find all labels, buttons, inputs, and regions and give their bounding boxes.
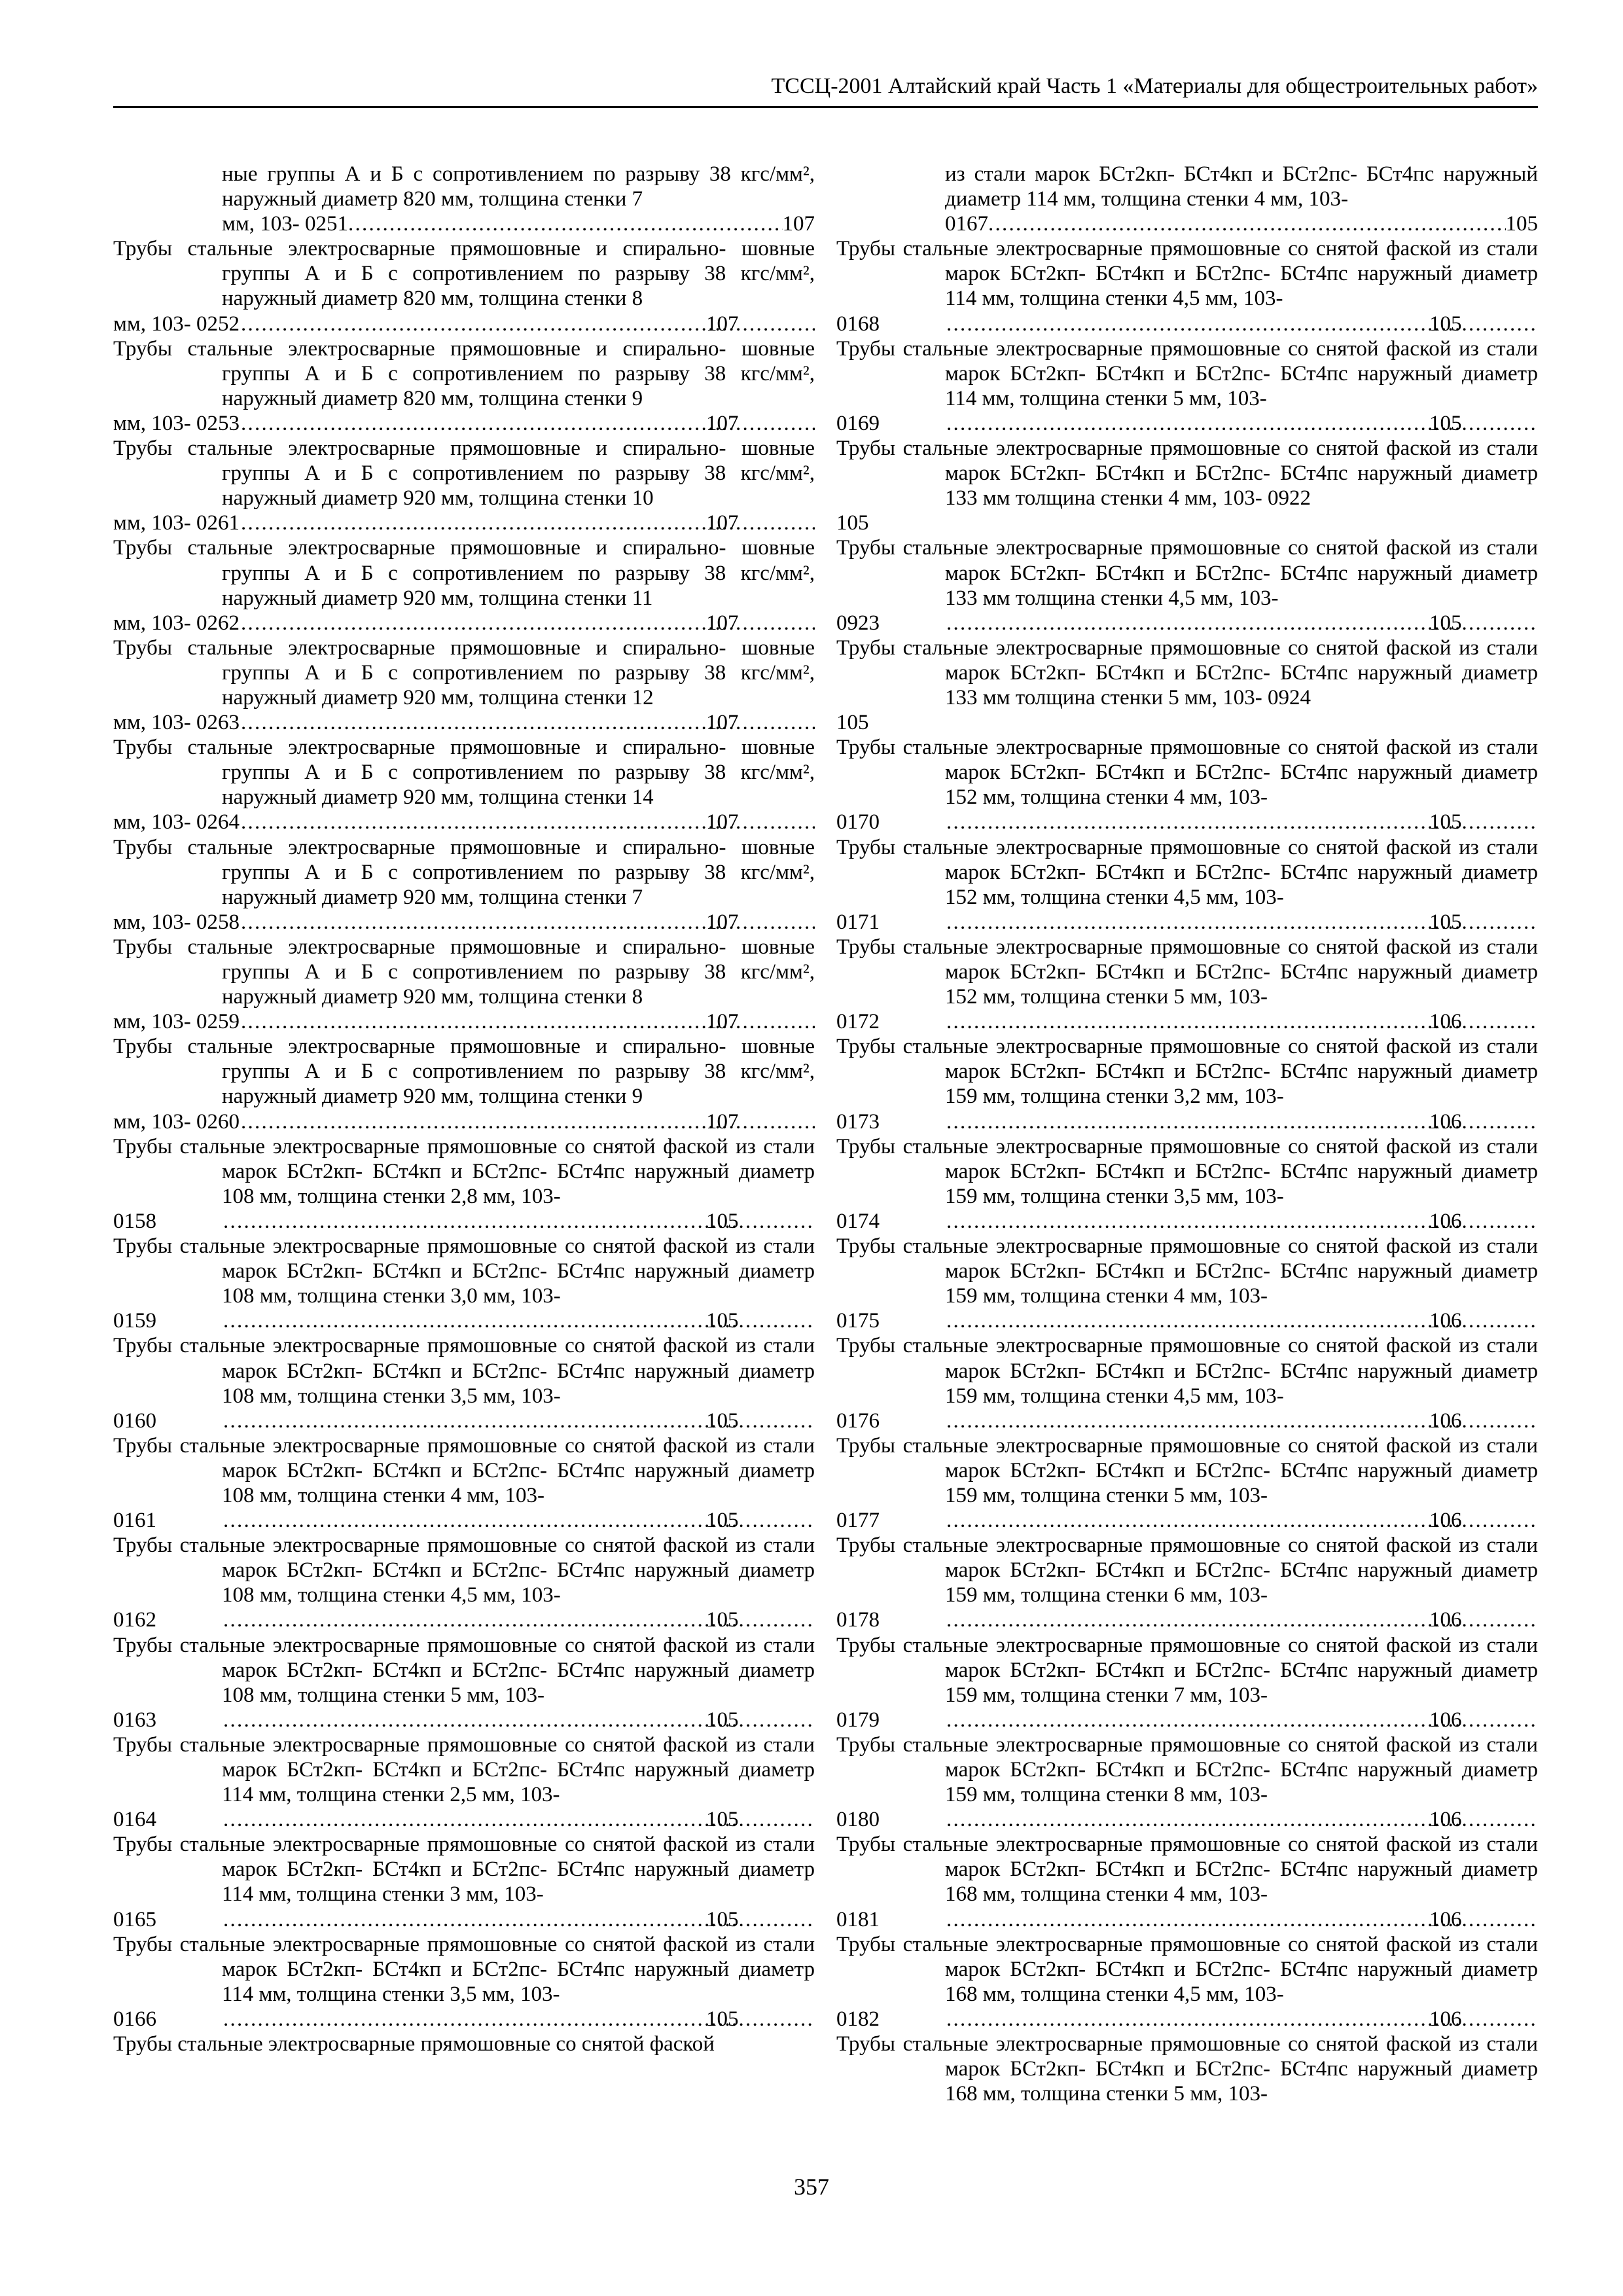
index-entry [113, 1234, 815, 1333]
entry-text: Трубы стальные электросварные прямошовные и спирально- шовные группы А и Б с сопротивлением по разрыву 38 кгс/мм², наружный диаметр 920 мм, толщина стенки 12 [113, 636, 815, 709]
index-entry [836, 1433, 1538, 1533]
entry-text: Трубы стальные электросварные прямошовные со снятой фаской из стали марок БСт2кп- БСт4кп и БСт2пс- БСт4пс наружный диаметр 108 мм, толщина стенки 3,0 мм, 103- [113, 1234, 815, 1308]
index-entry [836, 2032, 1538, 2106]
entry-page-ref: 105 [1505, 212, 1538, 236]
entry-text: Трубы стальные электросварные прямошовные со снятой фаской из стали марок БСт2кп- БСт4кп и БСт2пс- БСт4пс наружный диаметр 114 мм, толщина стенки 3 мм, 103- [113, 1833, 815, 1907]
entry-leader-line: мм, 103- 0262 . . . 107 [222, 611, 815, 636]
entry-page-ref: 107 [782, 212, 815, 236]
entry-text: из стали марок БСт2кп- БСт4кп и БСт2пс- БСт4пс наружный диаметр 114 мм, толщина стенки 4 мм, 103- [945, 162, 1538, 211]
index-entry [113, 935, 815, 1034]
entry-text: Трубы стальные электросварные прямошовные со снятой фаской из стали марок БСт2кп- БСт4кп и БСт2пс- БСт4пс наружный диаметр 159 мм, толщина стенки 7 мм, 103- [836, 1633, 1538, 1707]
entry-text: Трубы стальные электросварные прямошовные со снятой фаской из стали марок БСт2кп- БСт4кп и БСт2пс- БСт4пс наружный диаметр 152 мм, толщина стенки 4,5 мм, 103- [836, 835, 1538, 909]
index-entry [113, 735, 815, 834]
entry-text: Трубы стальные электросварные прямошовные со снятой фаской из стали марок БСт2кп- БСт4кп и БСт2пс- БСт4пс наружный диаметр 159 мм, толщина стенки 8 мм, 103- [836, 1732, 1538, 1807]
index-entry [836, 1932, 1538, 2032]
index-entry [836, 236, 1538, 336]
entry-text: ные группы А и Б с сопротивлением по разрыву 38 кгс/мм², наружный диаметр 820 мм, толщина стенки 7 [222, 162, 815, 211]
page-number: 357 [794, 2174, 829, 2200]
entry-text: Трубы стальные электросварные прямошовные со снятой фаской из стали марок БСт2кп- БСт4кп и БСт2пс- БСт4пс наружный диаметр 108 мм, толщина стенки 3,5 мм, 103- [113, 1334, 815, 1408]
entry-text: Трубы стальные электросварные прямошовные со снятой фаской из стали марок БСт2кп- БСт4кп и БСт2пс- БСт4пс наружный диаметр 168 мм, толщина стенки 4 мм, 103- [836, 1833, 1538, 1907]
index-entry [113, 1333, 815, 1433]
entry-code: мм, 103- 0263 [113, 711, 240, 735]
index-entry [113, 1732, 815, 1832]
entry-text: Трубы стальные электросварные прямошовные и спирально- шовные группы А и Б с сопротивлением по разрыву 38 кгс/мм², наружный диаметр 920 мм, толщина стенки 7 [113, 835, 815, 909]
entry-code: мм, 103- 0262 [113, 611, 240, 635]
index-entry [836, 1533, 1538, 1632]
entry-leader-line: 0162 . . . 105 [222, 1607, 815, 1632]
dot-leader [988, 211, 1506, 236]
entry-text: Трубы стальные электросварные прямошовные со снятой фаской из стали марок БСт2кп- БСт4кп и БСт2пс- БСт4пс наружный диаметр 159 мм, толщина стенки 4 мм, 103- [836, 1234, 1538, 1308]
entry-leader-line: 0175 . . . 106 [945, 1308, 1538, 1333]
index-entry [113, 2032, 815, 2056]
index-entry [836, 1234, 1538, 1333]
entry-leader-line: 0163 . . . 105 [222, 1708, 815, 1732]
entry-leader-line: 0179 . . . 106 [945, 1708, 1538, 1732]
index-entry [113, 162, 815, 236]
index-entry [113, 1433, 815, 1533]
entry-text: Трубы стальные электросварные прямошовные со снятой фаской из стали марок БСт2кп- БСт4кп и БСт2пс- БСт4пс наружный диаметр 133 мм толщина стенки 5 мм, 103- 0924 [836, 636, 1538, 709]
entry-text: Трубы стальные электросварные прямошовные со снятой фаской из стали марок БСт2кп- БСт4кп и БСт2пс- БСт4пс наружный диаметр 133 мм толщина стенки 4 мм, 103- 0922 [836, 437, 1538, 511]
entry-code: мм, 103- 0253 [113, 411, 240, 435]
entry-leader-line: мм, 103- 0258 . . . 107 [222, 910, 815, 935]
index-entry [836, 1034, 1538, 1134]
entry-code: мм, 103- 0260 [113, 1109, 240, 1134]
entry-leader-line: 0159 . . . 105 [222, 1308, 815, 1333]
entry-text: Трубы стальные электросварные прямошовные и спирально- шовные группы А и Б с сопротивлением по разрыву 38 кгс/мм², наружный диаметр 920 мм, толщина стенки 10 [113, 437, 815, 511]
entry-leader-line [945, 211, 1538, 236]
index-entry [836, 735, 1538, 834]
entry-leader-line: 0158 . . . 105 [222, 1209, 815, 1234]
entry-leader-line: 0182 . . . 106 [945, 2007, 1538, 2032]
index-entry [836, 1732, 1538, 1832]
entry-text: Трубы стальные электросварные прямошовные со снятой фаской из стали марок БСт2кп- БСт4кп и БСт2пс- БСт4пс наружный диаметр 114 мм, толщина стенки 2,5 мм, 103- [113, 1732, 815, 1807]
entry-leader-line: 105 [836, 711, 869, 735]
index-entry [836, 1633, 1538, 1732]
entry-leader-line: 105 [836, 511, 869, 535]
entry-code: мм, 103- 0251 [222, 212, 349, 236]
header-title: ТССЦ-2001 Алтайский край Часть 1 «Материалы для общестроительных работ» [771, 74, 1538, 98]
entry-text: Трубы стальные электросварные прямошовные со снятой фаской из стали марок БСт2кп- БСт4кп и БСт2пс- БСт4пс наружный диаметр 114 мм, толщина стенки 4,5 мм, 103- [836, 237, 1538, 311]
index-entry [836, 1134, 1538, 1234]
index-entry [836, 336, 1538, 436]
entry-leader-line: мм, 103- 0261 . . . 107 [222, 511, 815, 535]
entry-leader-line: 0177 . . . 106 [945, 1508, 1538, 1533]
entry-text: Трубы стальные электросварные прямошовные со снятой фаской из стали марок БСт2кп- БСт4кп и БСт2пс- БСт4пс наружный диаметр 152 мм, толщина стенки 5 мм, 103- [836, 935, 1538, 1009]
entry-text: Трубы стальные электросварные прямошовные со снятой фаской из стали марок БСт2кп- БСт4кп и БСт2пс- БСт4пс наружный диаметр 159 мм, толщина стенки 3,5 мм, 103- [836, 1134, 1538, 1208]
entry-leader-line: 0173 . . . 106 [945, 1109, 1538, 1134]
index-entry [836, 162, 1538, 236]
entry-leader-line: 0166 . . . 105 [222, 2007, 815, 2032]
entry-text: Трубы стальные электросварные прямошовные со снятой фаской из стали марок БСт2кп- БСт4кп и БСт2пс- БСт4пс наружный диаметр 108 мм, толщина стенки 2,8 мм, 103- [113, 1134, 815, 1208]
index-entry [836, 1832, 1538, 1931]
entry-text: Трубы стальные электросварные прямошовные со снятой фаской из стали марок БСт2кп- БСт4кп и БСт2пс- БСт4пс наружный диаметр 108 мм, толщина стенки 5 мм, 103- [113, 1633, 815, 1707]
index-entry [113, 1134, 815, 1234]
index-entry [836, 1333, 1538, 1433]
right-column [836, 162, 1538, 2106]
entry-leader-line: 0169 . . . 105 [945, 411, 1538, 436]
index-entry [836, 535, 1538, 635]
index-entry [836, 436, 1538, 535]
index-entry [113, 336, 815, 436]
entry-text: Трубы стальные электросварные прямошовные со снятой фаской из стали марок БСт2кп- БСт4кп и БСт2пс- БСт4пс наружный диаметр 159 мм, толщина стенки 6 мм, 103- [836, 1534, 1538, 1607]
entry-code: мм, 103- 0261 [113, 511, 240, 535]
entry-text: Трубы стальные электросварные прямошовные со снятой фаской из стали марок БСт2кп- БСт4кп и БСт2пс- БСт4пс наружный диаметр 159 мм, толщина стенки 5 мм, 103- [836, 1433, 1538, 1507]
entry-code: мм, 103- 0264 [113, 810, 240, 834]
index-entry [113, 1932, 815, 2032]
dot-leader [348, 211, 782, 236]
entry-leader-line: мм, 103- 0263 . . . 107 [222, 710, 815, 735]
index-entry [113, 535, 815, 635]
entry-leader-line: 0174 . . . 106 [945, 1209, 1538, 1234]
index-entry [113, 1034, 815, 1134]
entry-text: Трубы стальные электросварные прямошовные со снятой фаской из стали марок БСт2кп- БСт4кп и БСт2пс- БСт4пс наружный диаметр 168 мм, толщина стенки 4,5 мм, 103- [836, 1932, 1538, 2006]
entry-code: мм, 103- 0252 [113, 312, 240, 336]
entry-leader-line: 0171 . . . 105 [945, 910, 1538, 935]
entry-leader-line: 0176 . . . 106 [945, 1408, 1538, 1433]
index-entry [113, 1832, 815, 1931]
entry-leader-line: 0170 . . . 105 [945, 810, 1538, 834]
entry-text: Трубы стальные электросварные прямошовные и спирально- шовные группы А и Б с сопротивлением по разрыву 38 кгс/мм², наружный диаметр 820 мм, толщина стенки 9 [113, 336, 815, 410]
index-entry [113, 835, 815, 935]
entry-leader-line: мм, 103- 0259 . . . 107 [222, 1009, 815, 1034]
entry-leader-line: 0161 . . . 105 [222, 1508, 815, 1533]
entry-leader-line: мм, 103- 0252 . . . 107 [222, 312, 815, 336]
entry-text: Трубы стальные электросварные прямошовные со снятой фаской из стали марок БСт2кп- БСт4кп и БСт2пс- БСт4пс наружный диаметр 133 мм толщина стенки 4,5 мм, 103- [836, 536, 1538, 610]
entry-text: Трубы стальные электросварные прямошовные и спирально- шовные группы А и Б с сопротивлением по разрыву 38 кгс/мм², наружный диаметр 820 мм, толщина стенки 8 [113, 237, 815, 311]
index-entry [113, 1633, 815, 1732]
entry-leader-line: 0923 . . . 105 [945, 611, 1538, 636]
entry-code: 0167 [945, 212, 988, 236]
entry-text: Трубы стальные электросварные прямошовные и спирально- шовные группы А и Б с сопротивлением по разрыву 38 кгс/мм², наружный диаметр 920 мм, толщина стенки 9 [113, 1035, 815, 1109]
entry-leader-line: мм, 103- 0253 . . . 107 [222, 411, 815, 436]
entry-text: Трубы стальные электросварные прямошовные со снятой фаской из стали марок БСт2кп- БСт4кп и БСт2пс- БСт4пс наружный диаметр 152 мм, толщина стенки 4 мм, 103- [836, 736, 1538, 810]
entry-leader-line: 0181 . . . 106 [945, 1907, 1538, 1932]
entry-text: Трубы стальные электросварные прямошовные со снятой фаской из стали марок БСт2кп- БСт4кп и БСт2пс- БСт4пс наружный диаметр 114 мм, толщина стенки 5 мм, 103- [836, 336, 1538, 410]
entry-code: мм, 103- 0259 [113, 1010, 240, 1034]
entry-text: Трубы стальные электросварные прямошовные со снятой фаской из стали марок БСт2кп- БСт4кп и БСт2пс- БСт4пс наружный диаметр 114 мм, толщина стенки 3,5 мм, 103- [113, 1932, 815, 2006]
entry-leader-line: 0168 . . . 105 [945, 312, 1538, 336]
entry-text: Трубы стальные электросварные прямошовные со снятой фаской из стали марок БСт2кп- БСт4кп и БСт2пс- БСт4пс наружный диаметр 159 мм, толщина стенки 3,2 мм, 103- [836, 1035, 1538, 1109]
entry-leader-line: 0172 . . . 106 [945, 1009, 1538, 1034]
entry-leader-line: 0178 . . . 106 [945, 1607, 1538, 1632]
entry-leader-line: 0180 . . . 106 [945, 1807, 1538, 1832]
entry-leader-line: 0164 . . . 105 [222, 1807, 815, 1832]
entry-text: Трубы стальные электросварные прямошовные и спирально- шовные группы А и Б с сопротивлением по разрыву 38 кгс/мм², наружный диаметр 920 мм, толщина стенки 8 [113, 935, 815, 1009]
entry-text: Трубы стальные электросварные прямошовные со снятой фаской из стали марок БСт2кп- БСт4кп и БСт2пс- БСт4пс наружный диаметр 159 мм, толщина стенки 4,5 мм, 103- [836, 1334, 1538, 1408]
index-entry [836, 636, 1538, 735]
entry-text: Трубы стальные электросварные прямошовные со снятой фаской из стали марок БСт2кп- БСт4кп и БСт2пс- БСт4пс наружный диаметр 168 мм, толщина стенки 5 мм, 103- [836, 2032, 1538, 2106]
entry-text: Трубы стальные электросварные прямошовные и спирально- шовные группы А и Б с сопротивлением по разрыву 38 кгс/мм², наружный диаметр 920 мм, толщина стенки 14 [113, 736, 815, 810]
entry-text: Трубы стальные электросварные прямошовные со снятой фаской [113, 2032, 715, 2056]
entry-leader-line: мм, 103- 0260 . . . 107 [222, 1109, 815, 1134]
entry-code: мм, 103- 0258 [113, 910, 240, 934]
index-entry [836, 935, 1538, 1034]
entry-leader-line: 0160 . . . 105 [222, 1408, 815, 1433]
index-entry [113, 1533, 815, 1632]
page-header [113, 72, 1538, 108]
entry-text: Трубы стальные электросварные прямошовные со снятой фаской из стали марок БСт2кп- БСт4кп и БСт2пс- БСт4пс наружный диаметр 108 мм, толщина стенки 4,5 мм, 103- [113, 1534, 815, 1607]
index-entry [113, 436, 815, 535]
index-entry [836, 835, 1538, 935]
entry-leader-line: 0165 . . . 105 [222, 1907, 815, 1932]
entry-leader-line [222, 211, 815, 236]
left-column [113, 162, 815, 2056]
entry-text: Трубы стальные электросварные прямошовные со снятой фаской из стали марок БСт2кп- БСт4кп и БСт2пс- БСт4пс наружный диаметр 108 мм, толщина стенки 4 мм, 103- [113, 1433, 815, 1507]
entry-leader-line: мм, 103- 0264 . . . 107 [222, 810, 815, 834]
index-entry [113, 236, 815, 336]
index-entry [113, 636, 815, 735]
entry-text: Трубы стальные электросварные прямошовные и спирально- шовные группы А и Б с сопротивлением по разрыву 38 кгс/мм², наружный диаметр 920 мм, толщина стенки 11 [113, 536, 815, 610]
